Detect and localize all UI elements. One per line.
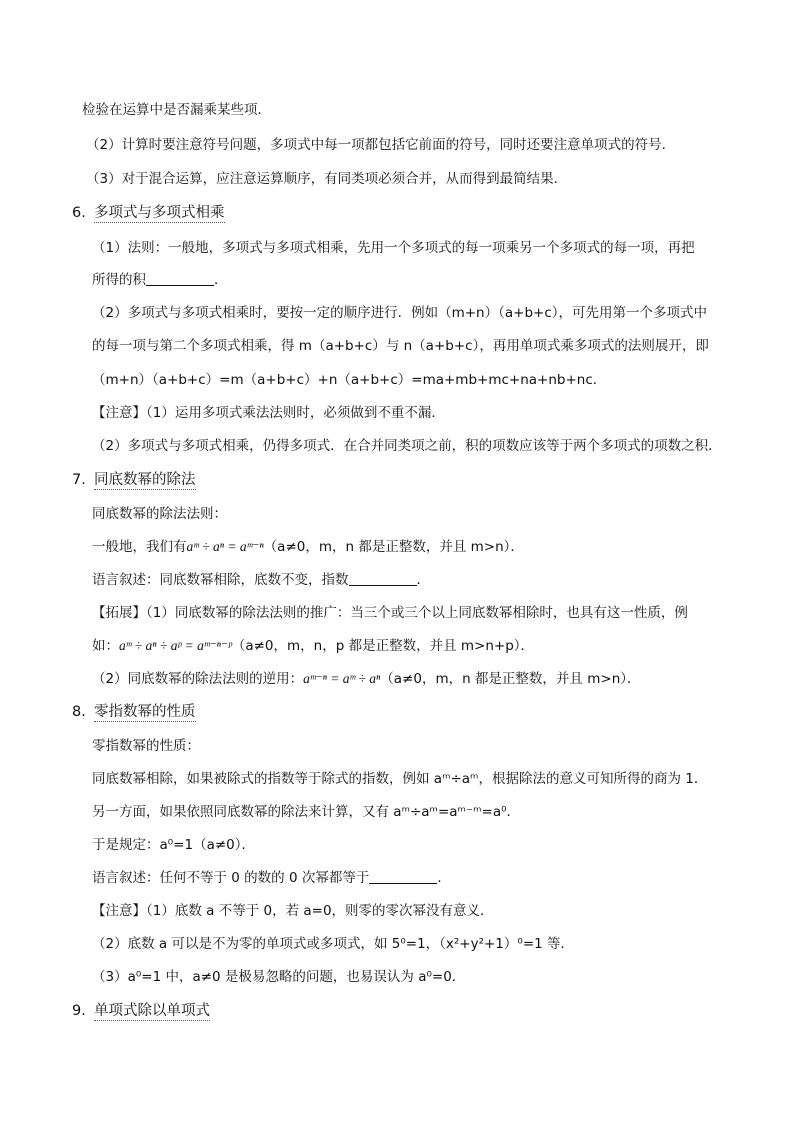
paragraph-line [92,669,641,689]
section-title: 零指数幂的性质 [94,704,196,720]
section-number: 8. [72,704,86,720]
note-line: 【注意】（1）运用多项式乘法法则时，必须做到不重不漏． [92,405,445,421]
paragraph-line: 于是规定：a⁰=1（a≠0）． [92,837,256,853]
text-segment: ． [416,572,430,588]
text-segment: 一般地，我们有 [92,539,187,555]
section-number: 7. [72,472,86,488]
paragraph-line [92,537,524,557]
paragraph-line: （2）计算时要注意符号问题，多项式中每一项都包括它前面的符号，同时还要注意单项式的符号． [86,137,676,153]
section-title: 多项式与多项式相乘 [94,205,225,221]
fill-in-blank [146,271,214,286]
paragraph-line: （2）多项式与多项式相乘时，要按一定的顺序进行．例如（m+n）（a+b+c），可先用第一个多项式中 [92,305,707,321]
paragraph-line: （2）底数 a 可以是不为零的单项式或多项式，如 5⁰=1，（x²+y²+1）⁰=1 等． [92,936,575,952]
paragraph-line: 同底数幂的除法法则： [92,506,227,522]
paragraph-line: 另一方面，如果依照同底数幂的除法来计算，又有 aᵐ÷aᵐ=aᵐ⁻ᵐ=a⁰． [92,804,520,820]
section-heading-6 [72,202,225,224]
formula: aᵐ ÷ aⁿ ÷ aᵖ = aᵐ⁻ⁿ⁻ᵖ [119,638,232,653]
paragraph-line: （1）法则：一般地，多项式与多项式相乘，先用一个多项式的每一项乘另一个多项式的每一项，再把 [92,240,695,256]
paragraph-line [92,270,228,290]
text-segment: （a≠0，m，n，p 都是正整数，并且 m>n+p）． [231,638,535,654]
formula: aᵐ ÷ aⁿ = aᵐ⁻ⁿ [186,539,264,554]
section-title: 同底数幂的除法 [94,472,196,488]
note-line: 【拓展】（1）同底数幂的除法法则的推广：当三个或三个以上同底数幂相除时，也具有这一性质，例 [92,605,688,621]
paragraph-line: 同底数幂相除，如果被除式的指数等于除式的指数，例如 aᵐ÷aᵐ，根据除法的意义可知所得的商为 1． [92,771,708,787]
paragraph-line: 检验在运算中是否漏乘某些项． [82,102,271,118]
paragraph-line [92,868,451,888]
text-segment: （a≠0，m，n 都是正整数，并且 m>n）． [263,539,524,555]
text-segment: 所得的积 [92,272,146,288]
text-segment: （2）同底数幂的除法法则的逆用： [92,671,304,687]
section-heading-9 [72,1000,210,1022]
text-segment: 语言叙述：同底数幂相除，底数不变，指数 [92,572,349,588]
text-segment: ． [214,272,228,288]
section-number: 6. [72,205,86,221]
text-segment: 语言叙述：任何不等于 0 的数的 0 次幂都等于 [92,870,370,886]
section-number: 9. [72,1003,86,1019]
paragraph-line: （3）对于混合运算，应注意运算顺序，有同类项必须合并，从而得到最简结果． [86,171,568,187]
paragraph-line: 零指数幂的性质： [92,738,200,754]
section-heading-8 [72,701,196,723]
formula: aᵐ⁻ⁿ = aᵐ ÷ aⁿ [303,671,381,686]
text-segment: ． [437,870,451,886]
fill-in-blank [369,869,437,884]
fill-in-blank [349,571,417,586]
section-title: 单项式除以单项式 [94,1003,210,1019]
paragraph-line [92,636,534,656]
paragraph-line: 的每一项与第二个多项式相乘，得 m（a+b+c）与 n（a+b+c），再用单项式乘多项式的法则展开，即 [92,338,709,354]
paragraph-line: （3）a⁰=1 中，a≠0 是极易忽略的问题，也易误认为 a⁰=0． [92,969,466,985]
paragraph-line: （2）多项式与多项式相乘，仍得多项式．在合并同类项之前，积的项数应该等于两个多项式的项数之积． [92,438,722,454]
text-segment: （a≠0，m，n 都是正整数，并且 m>n）． [380,671,641,687]
paragraph-line [92,570,430,590]
note-line: 【注意】（1）底数 a 不等于 0，若 a=0，则零的零次幂没有意义． [92,903,494,919]
paragraph-line: （m+n）（a+b+c）=m（a+b+c）+n（a+b+c）=ma+mb+mc+na+nb+nc． [92,372,607,388]
section-heading-7 [72,469,196,491]
text-segment: 如： [92,638,119,654]
